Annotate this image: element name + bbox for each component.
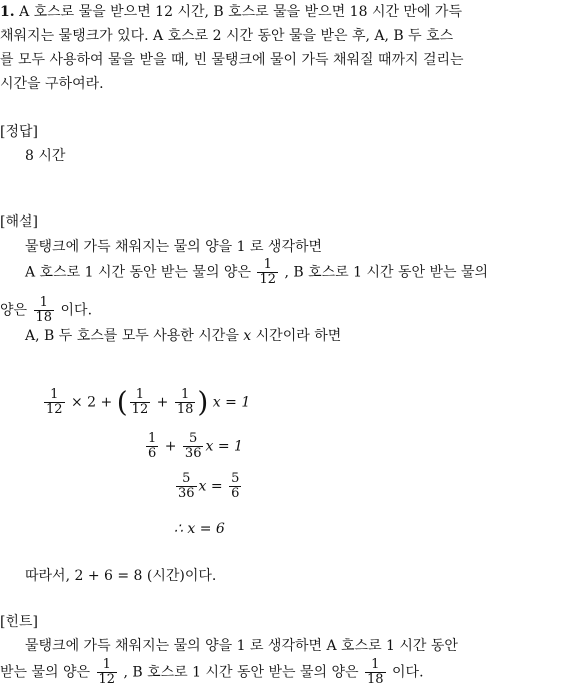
eq2-plus: + <box>164 438 177 455</box>
fraction-denominator: 18 <box>176 402 194 417</box>
equation-2 <box>144 432 243 461</box>
fraction-denominator: 12 <box>46 402 63 417</box>
solution-p2-text-a: A 호스로 1 시간 동안 받는 물의 양은 <box>25 264 251 281</box>
fraction-denominator: 12 <box>98 672 116 687</box>
fraction-denominator: 18 <box>367 672 384 687</box>
answer-label: [정답] <box>0 124 38 140</box>
variable-x: x <box>243 328 252 344</box>
equation-4: ∴ x = 6 <box>174 521 225 537</box>
fraction-1-18 <box>175 388 196 417</box>
fraction-numerator: 1 <box>44 388 65 403</box>
fraction-numerator: 1 <box>175 388 196 403</box>
fraction-1-12 <box>257 258 278 287</box>
question-text-1: A 호스로 물을 받으면 12 시간, B 호스로 물을 받으면 18 시간 만에 가득 <box>19 4 462 20</box>
fraction-denominator: 36 <box>184 446 202 461</box>
fraction-numerator: 1 <box>34 296 55 311</box>
right-paren: ) <box>197 385 209 419</box>
fraction-5-6 <box>229 472 241 501</box>
eq1-rhs: x = 1 <box>212 394 251 411</box>
question-line-1 <box>0 2 462 22</box>
fraction-denominator: 12 <box>259 272 276 287</box>
fraction-numerator: 1 <box>365 658 386 673</box>
fraction-5-36 <box>176 472 197 501</box>
fraction-1-18 <box>34 296 55 325</box>
fraction-denominator: 12 <box>131 402 149 417</box>
fraction-1-12 <box>130 388 151 417</box>
equation-3 <box>174 472 243 501</box>
question-line-2: 채워지는 물탱크가 있다. A 호스로 2 시간 동안 물을 받은 후, A, B 두 호스 <box>0 28 454 44</box>
fraction-denominator: 6 <box>231 486 240 501</box>
left-paren: ( <box>116 385 128 419</box>
fraction-1-12 <box>97 658 118 687</box>
solution-p4-text-a: A, B 두 호스를 모두 사용한 시간을 <box>25 328 239 344</box>
fraction-numerator: 5 <box>183 432 204 447</box>
eq3-mid: x = <box>198 478 223 495</box>
fraction-denominator: 6 <box>148 446 157 461</box>
equation-1 <box>42 385 251 419</box>
hint-line-2-text-a: 받는 물의 양은 <box>0 664 91 681</box>
fraction-numerator: 5 <box>176 472 197 487</box>
eq1-plus: + <box>156 394 169 411</box>
solution-paragraph-1: 물탱크에 가득 채워지는 물의 양을 1 로 생각하면 <box>25 239 323 255</box>
question-number: 1. <box>0 4 15 20</box>
eq2-rhs: x = 1 <box>205 438 243 455</box>
question-line-3: 를 모두 사용하여 물을 받을 때, 빈 물탱크에 물이 가득 채워질 때까지 걸리는 <box>0 52 464 68</box>
solution-p3-text-a: 양은 <box>0 302 28 319</box>
solution-paragraph-4 <box>25 326 341 346</box>
solution-conclusion: 따라서, 2 + 6 = 8 (시간)이다. <box>25 568 217 584</box>
question-line-4: 시간을 구하여라. <box>0 76 104 92</box>
fraction-numerator: 1 <box>148 431 157 446</box>
fraction-5-36 <box>183 432 204 461</box>
solution-label: [해설] <box>0 214 38 230</box>
fraction-1-6 <box>146 432 158 461</box>
fraction-1-12 <box>44 388 65 417</box>
fraction-denominator: 18 <box>35 310 53 325</box>
fraction-denominator: 36 <box>178 486 195 501</box>
solution-paragraph-2 <box>25 258 488 287</box>
solution-p2-text-b: , B 호스로 1 시간 동안 받는 물의 <box>284 264 488 281</box>
solution-p4-text-b: 시간이라 하면 <box>255 328 342 344</box>
answer-value: 8 시간 <box>25 148 66 164</box>
fraction-1-18 <box>365 658 386 687</box>
hint-line-2 <box>0 658 424 687</box>
fraction-numerator: 1 <box>257 258 278 273</box>
eq1-times-2: × 2 + <box>71 394 113 411</box>
fraction-numerator: 1 <box>130 388 151 403</box>
fraction-numerator: 1 <box>97 658 118 673</box>
hint-line-1: 물탱크에 가득 채워지는 물의 양을 1 로 생각하면 A 호스로 1 시간 동안 <box>25 638 458 654</box>
hint-line-2-text-b: , B 호스로 1 시간 동안 받는 물의 양은 <box>123 664 359 681</box>
solution-paragraph-3 <box>0 296 92 325</box>
fraction-numerator: 5 <box>231 471 240 486</box>
solution-p3-text-b: 이다. <box>60 302 93 319</box>
hint-label: [힌트] <box>0 614 38 630</box>
hint-line-2-text-c: 이다. <box>392 664 424 681</box>
